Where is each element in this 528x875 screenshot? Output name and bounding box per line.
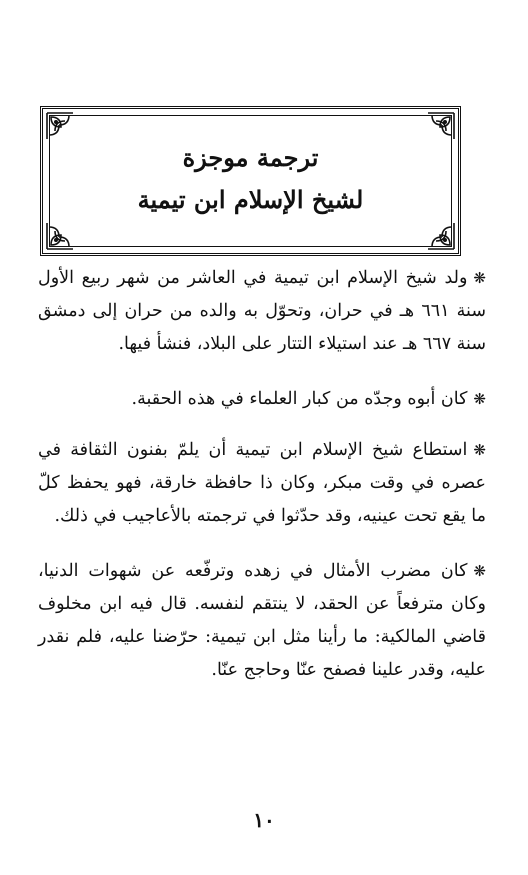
star-bullet-icon: ❋ [473, 562, 486, 580]
ornament-corner-icon [426, 111, 456, 141]
star-bullet-icon: ❋ [473, 441, 486, 459]
paragraph: ❋ولد شيخ الإسلام ابن تيمية في العاشر من شهر ربيع الأول سنة ٦٦١ هـ في حران، وتحوّل به والده من حران إلى دمشق سنة ٦٦٧ هـ عند استيلاء التتار على البلاد، فنشأ فيها. [38, 268, 486, 354]
ornament-corner-icon [45, 221, 75, 251]
star-bullet-icon: ❋ [473, 390, 486, 408]
paragraph: ❋كان مضرب الأمثال في زهده وترفّعه عن شهوات الدنيا، وكان مترفعاً عن الحقد، لا ينتقم لنفسه. قال فيه ابن مخلوف قاضي المالكية: ما رأينا مثل ابن تيمية: حرّضنا عليه، فلم نقدر عليه، وقدر علينا فصفح عنّا وحاجج عنّا. [38, 561, 486, 680]
ornament-corner-icon [45, 111, 75, 141]
title-frame [40, 106, 461, 256]
body-text [38, 262, 486, 709]
star-bullet-icon: ❋ [473, 269, 486, 287]
ornament-corner-icon [426, 221, 456, 251]
title-frame-inner-border [49, 115, 452, 247]
page-title: ترجمة موجزة [182, 143, 319, 172]
page-number: ١٠ [253, 808, 275, 832]
paragraph: ❋كان أبوه وجدّه من كبار العلماء في هذه الحقبة. [131, 389, 486, 409]
page-subtitle: لشيخ الإسلام ابن تيمية [137, 185, 364, 214]
paragraph: ❋استطاع شيخ الإسلام ابن تيمية أن يلمّ بفنون الثقافة في عصره في وقت مبكر، وكان ذا حافظة خارقة، فهو يحفظ كلّ ما يقع تحت عينيه، وقد حدّثوا في ترجمته بالأعاجيب في ذلك. [38, 440, 486, 526]
